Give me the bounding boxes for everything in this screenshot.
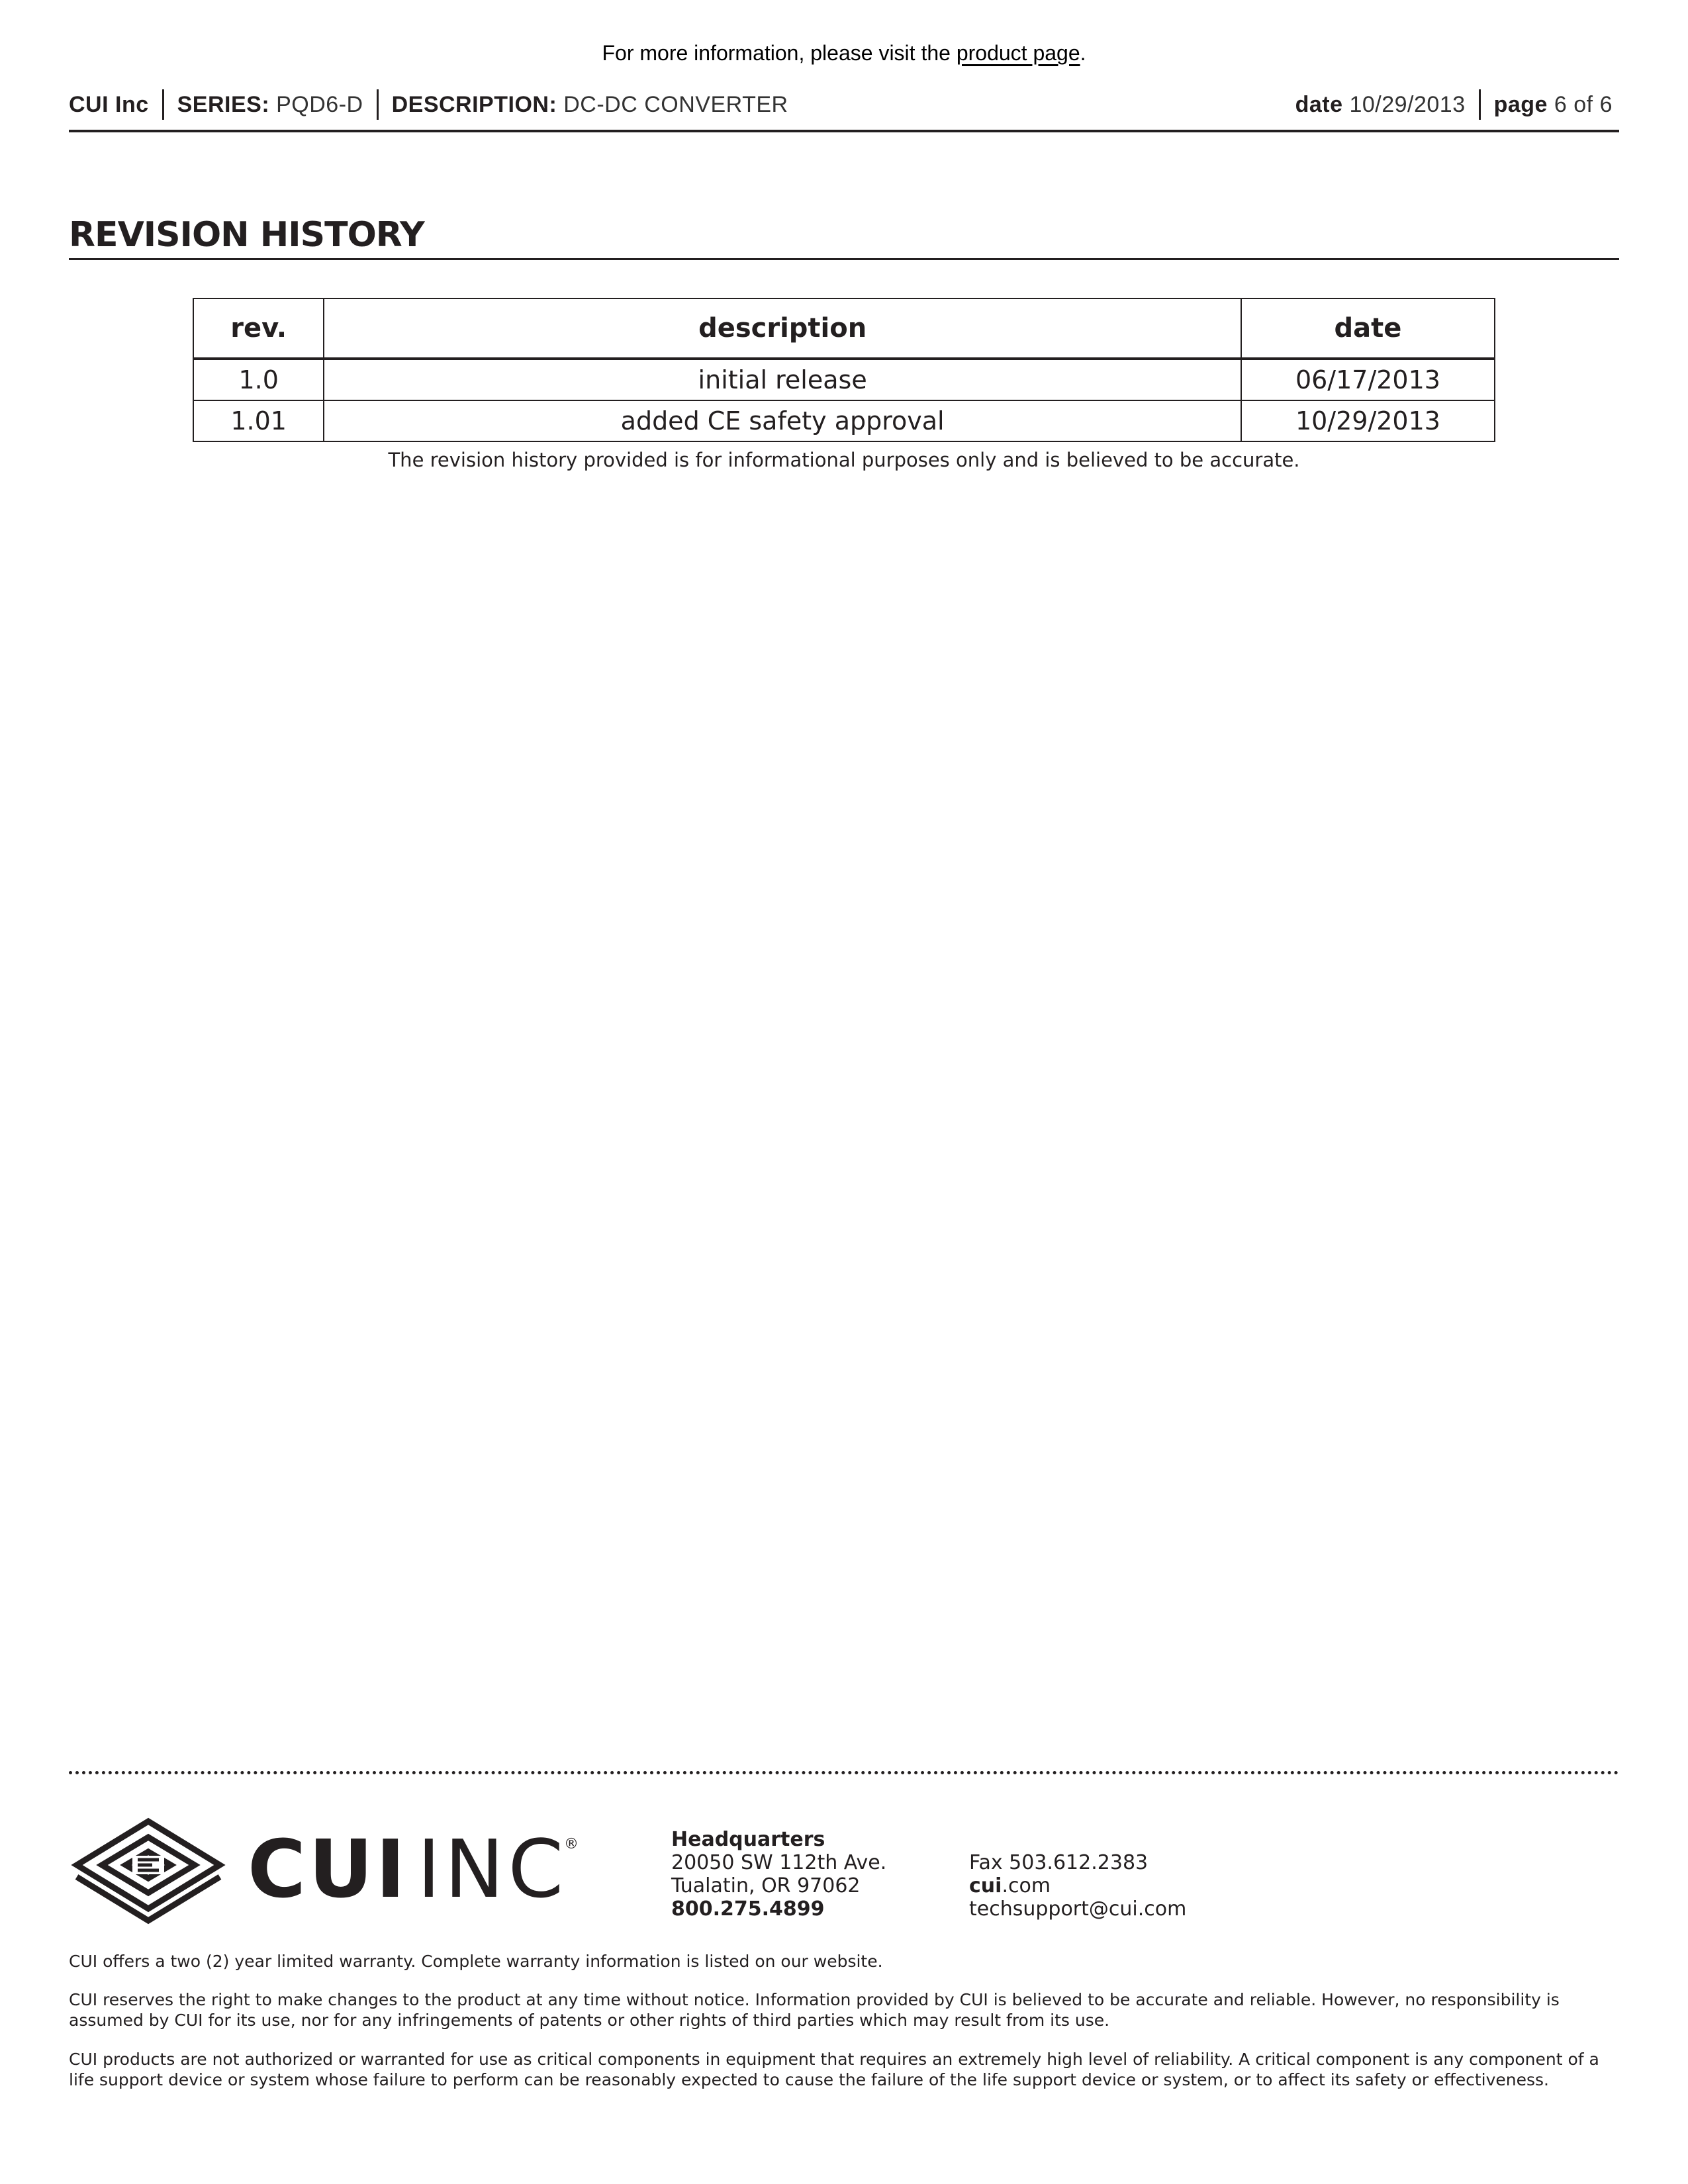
header-divider [162, 89, 164, 120]
revision-table [193, 298, 1495, 442]
cell-description: added CE safety approval [324, 400, 1241, 441]
website-bold: cui [969, 1874, 1002, 1897]
headquarters-block [671, 1828, 886, 1921]
section-title: REVISION HISTORY [69, 212, 1619, 260]
hq-address-line2: Tualatin, OR 97062 [671, 1874, 861, 1897]
header-divider [377, 89, 379, 120]
cell-date: 10/29/2013 [1241, 400, 1495, 441]
cui-logo-mark-icon [69, 1816, 228, 1929]
cell-rev: 1.0 [193, 359, 324, 400]
support-email[interactable]: techsupport@cui.com [969, 1897, 1187, 1921]
registered-mark: ® [564, 1836, 579, 1852]
header-right [1295, 86, 1613, 123]
description-label: DESCRIPTION: [391, 91, 557, 117]
description-value: DC-DC CONVERTER [563, 91, 788, 117]
table-row [193, 359, 1495, 400]
header-description [392, 86, 788, 123]
logo-secondary: INC [417, 1824, 568, 1916]
header-description: description [324, 298, 1241, 359]
revision-note: The revision history provided is for informational purposes only and is believed to be accurate. [388, 449, 1300, 471]
website-rest: .com [1002, 1874, 1051, 1897]
date-label: date [1295, 91, 1343, 117]
header-date [1295, 86, 1466, 123]
header-left [69, 86, 788, 123]
logo-wordmark [248, 1824, 568, 1916]
cell-description: initial release [324, 359, 1241, 400]
header-page [1494, 86, 1613, 123]
note-suffix: . [1080, 41, 1086, 65]
header-rev: rev. [193, 298, 324, 359]
date-value: 10/29/2013 [1349, 91, 1466, 117]
table-header-row [193, 298, 1495, 359]
header-company: CUI Inc [69, 91, 149, 117]
page-value: 6 of 6 [1554, 91, 1613, 117]
product-page-link[interactable]: product page [956, 41, 1080, 65]
table-row [193, 400, 1495, 441]
hq-phone[interactable]: 800.275.4899 [671, 1897, 825, 1921]
critical-use-notice: CUI products are not authorized or warranted for use as critical components in equipment that requires an extremely high level of reliability. A critical component is any component of a life support device or system whose failure to perform can be reasonably expected to cause the failure of the life support device or system, or to affect its safety or effectiveness. [69, 2050, 1599, 2089]
logo-primary: CUI [248, 1824, 408, 1916]
header-series [177, 86, 363, 123]
hq-address-line1: 20050 SW 112th Ave. [671, 1851, 887, 1874]
note-prefix: For more information, please visit the [602, 41, 957, 65]
product-page-note [0, 41, 1688, 66]
series-value: PQD6-D [276, 91, 363, 117]
header-divider [1479, 89, 1481, 120]
page-label: page [1493, 91, 1548, 117]
footer-divider [69, 1771, 1619, 1774]
website-link[interactable] [969, 1874, 1186, 1897]
cell-rev: 1.01 [193, 400, 324, 441]
header-date-col: date [1241, 298, 1495, 359]
contact-block [969, 1851, 1186, 1921]
warranty-notice: CUI offers a two (2) year limited warranty. Complete warranty information is listed on our website. [69, 1952, 883, 1971]
series-label: SERIES: [177, 91, 270, 117]
disclaimer-notice: CUI reserves the right to make changes to the product at any time without notice. Information provided by CUI is believed to be accurate and reliable. However, no responsibility is assumed by CUI for its use, nor for any infringements of patents or other rights of third parties which may result from its use. [69, 1990, 1560, 2030]
hq-label: Headquarters [671, 1828, 825, 1851]
cui-inc-logo [69, 1816, 585, 1929]
cell-date: 06/17/2013 [1241, 359, 1495, 400]
fax-number: Fax 503.612.2383 [969, 1851, 1149, 1874]
document-header [69, 86, 1619, 132]
